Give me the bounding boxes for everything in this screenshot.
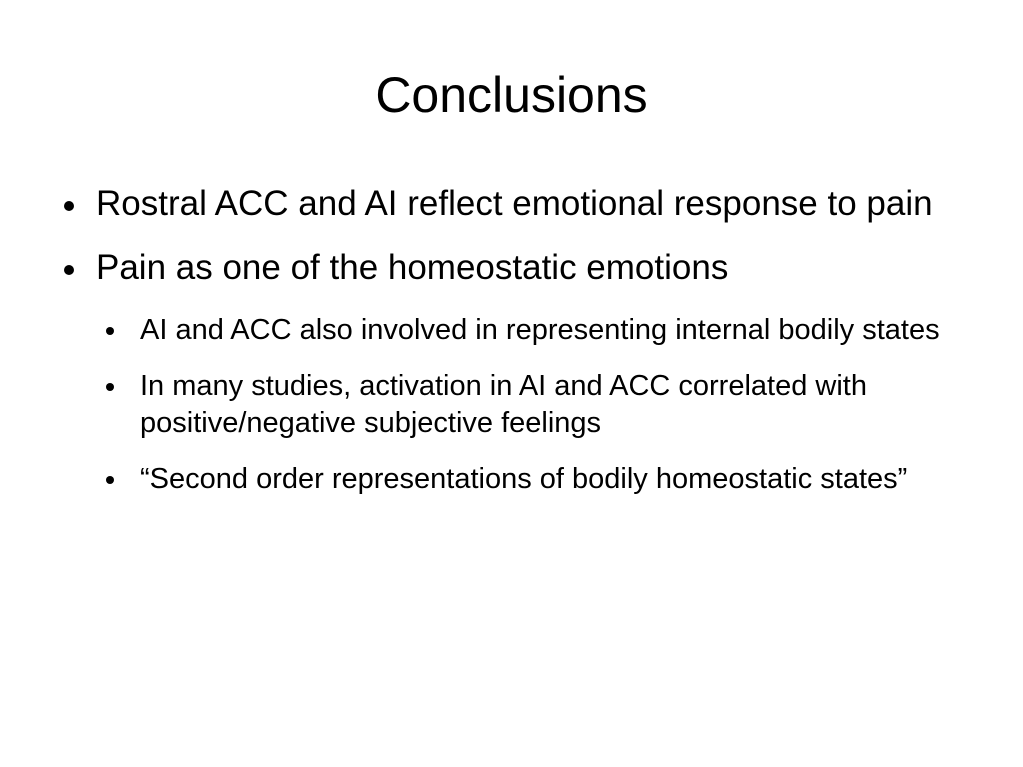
bullet-text: Rostral ACC and AI reflect emotional response to pain	[96, 184, 933, 223]
bullet-item	[60, 184, 990, 224]
sub-bullet-text: In many studies, activation in AI and ACC correlated with positive/negative subjective feelings	[140, 370, 867, 439]
sub-bullet-dot-icon	[106, 383, 114, 391]
sub-bullet-dot-icon	[106, 327, 114, 335]
bullet-dot-icon	[64, 265, 74, 275]
sub-bullet-item	[60, 312, 990, 349]
bullet-item	[60, 248, 990, 288]
sub-bullet-text: “Second order representations of bodily homeostatic states”	[140, 463, 908, 495]
sub-bullet-item	[60, 368, 990, 442]
sub-bullet-text: AI and ACC also involved in representing internal bodily states	[140, 314, 940, 346]
bullet-dot-icon	[64, 201, 74, 211]
slide-body	[60, 184, 990, 517]
slide-title: Conclusions	[375, 67, 648, 123]
sub-bullet-dot-icon	[106, 476, 114, 484]
sub-bullet-item	[60, 461, 990, 498]
bullet-text: Pain as one of the homeostatic emotions	[96, 248, 729, 287]
